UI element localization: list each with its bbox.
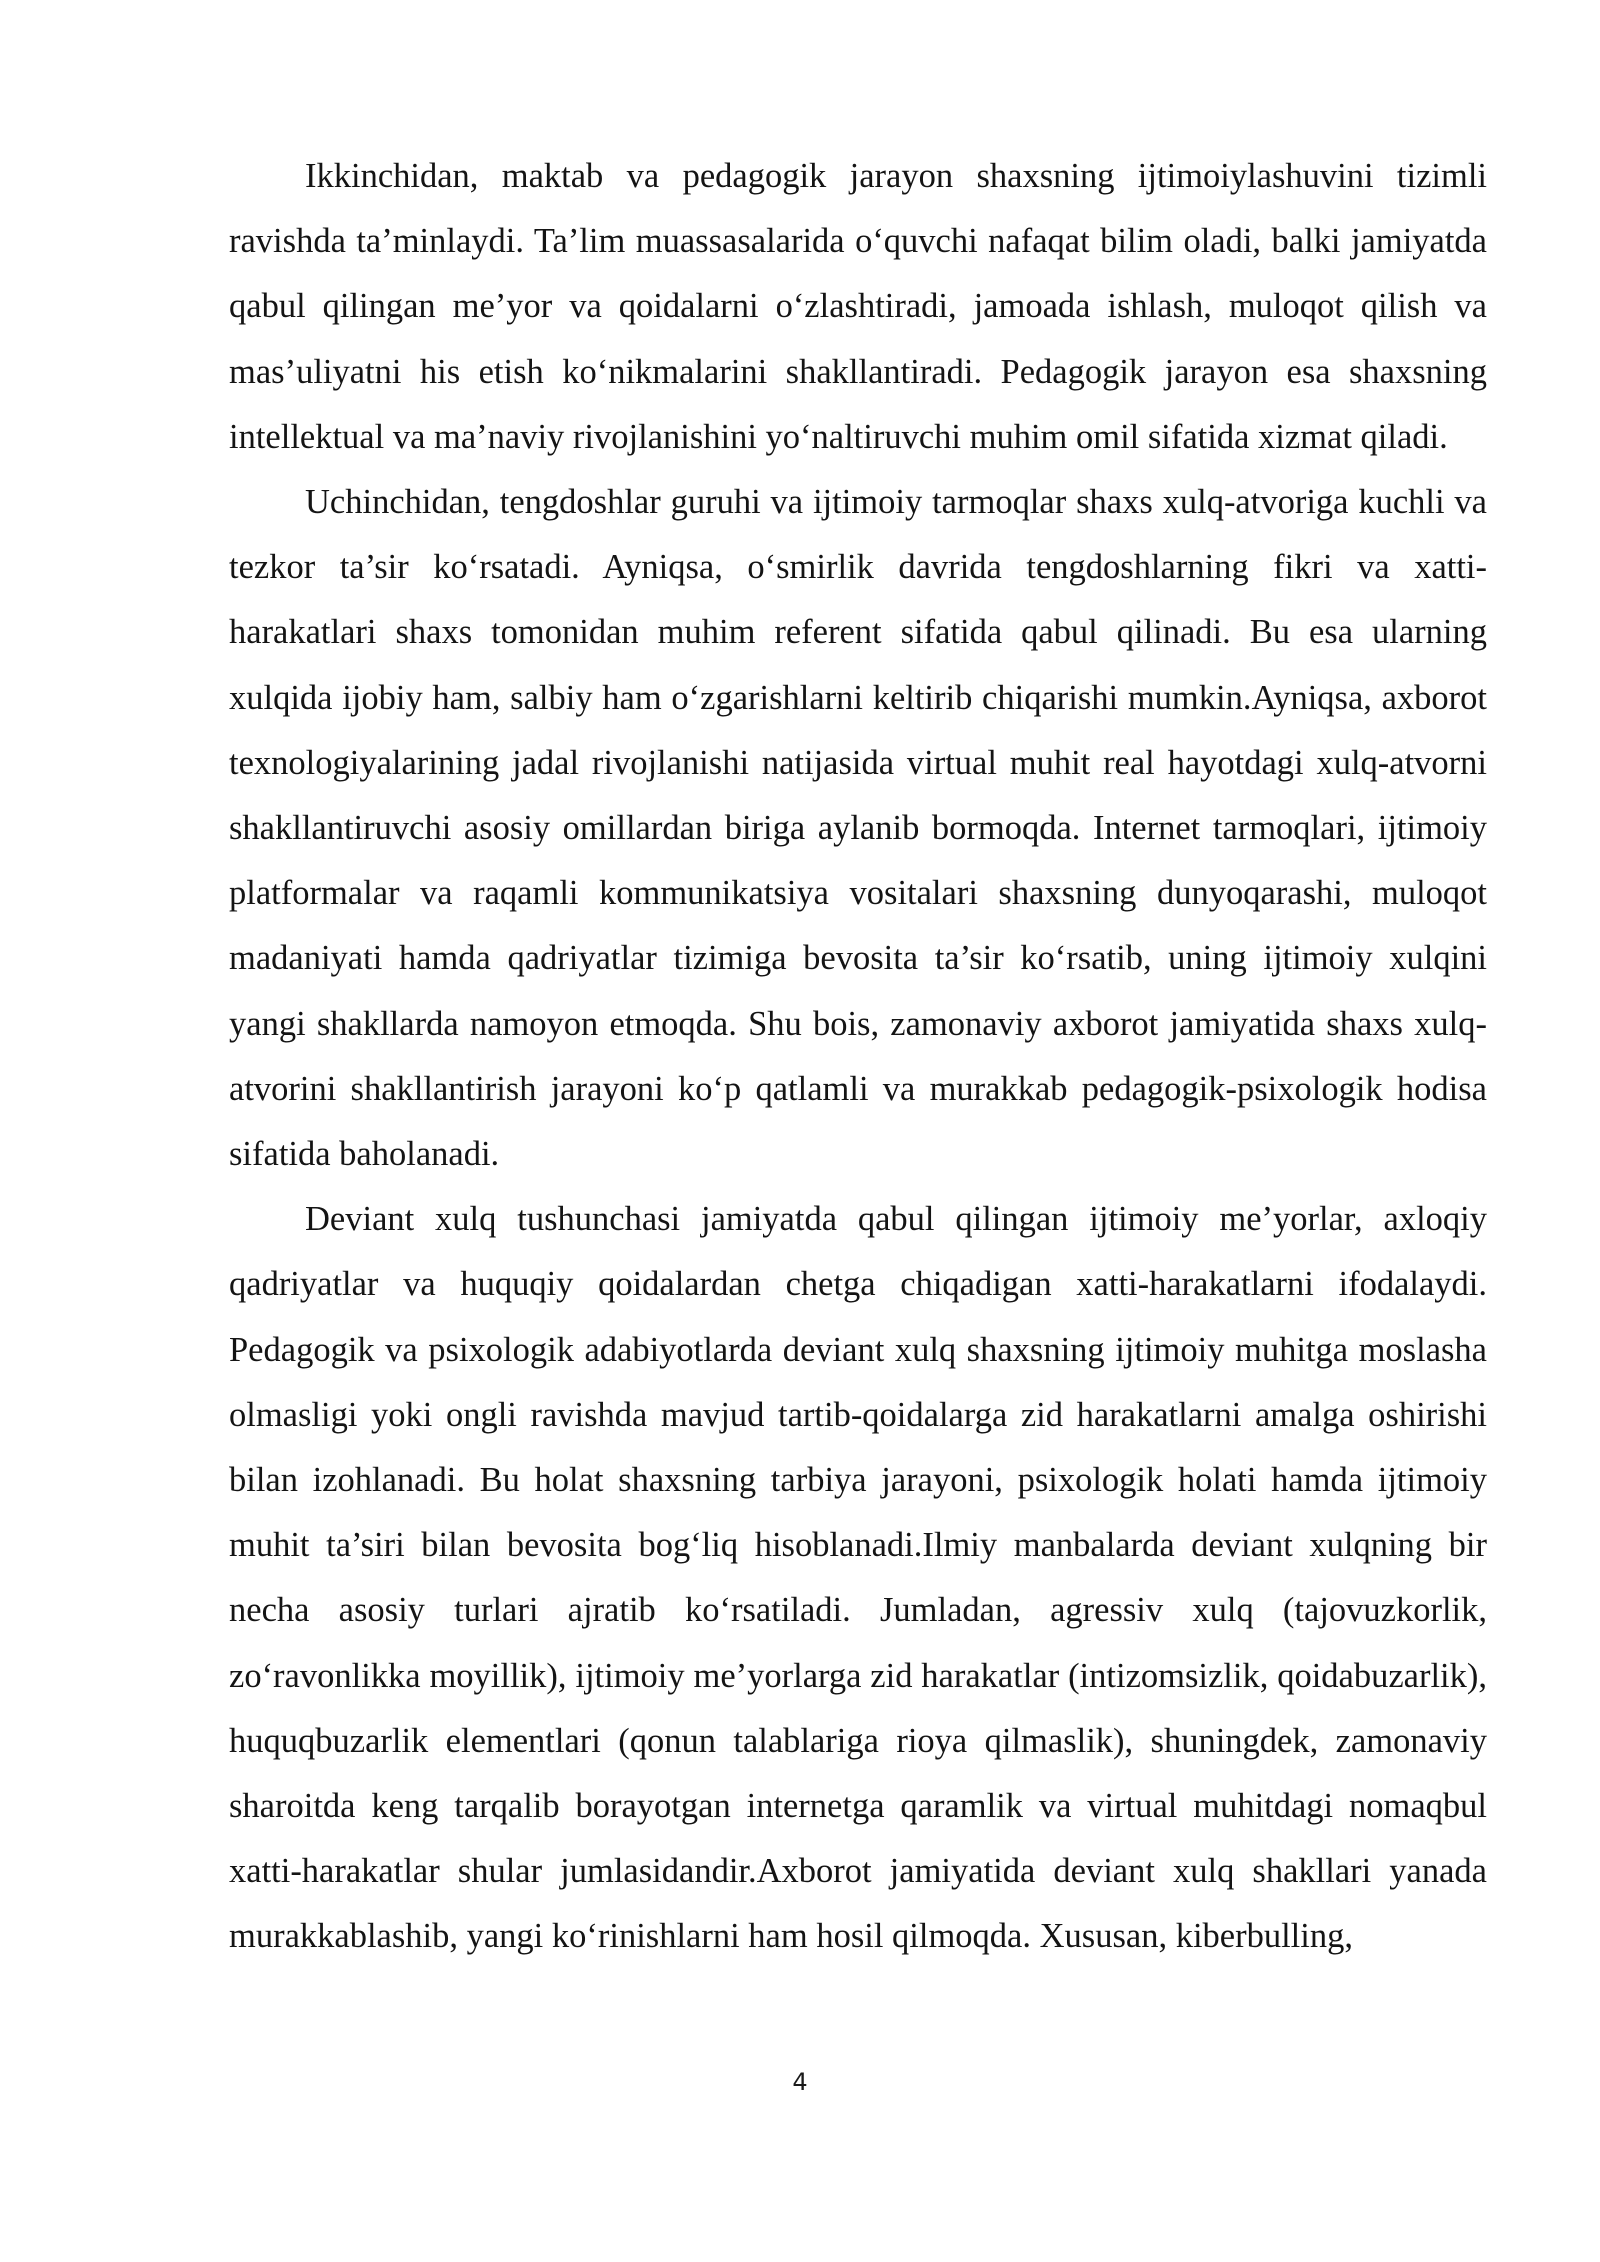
paragraph-1: Ikkinchidan, maktab va pedagogik jarayon shaxsning ijtimoiylashuvini tizimli ravishda ta’minlaydi. Ta’lim muassasalarida o‘quvchi nafaqat bilim oladi, balki jamiyatda qabul qilingan me’yor va qoidalarni o‘zlashtiradi, jamoada ishlash, muloqot qilish va mas’uliyatni his etish ko‘nikmalarini shakllantiradi. Pedagogik jarayon esa shaxsning intellektual va ma’naviy rivojlanishini yo‘naltiruvchi muhim omil sifatida xizmat qiladi.: [229, 157, 1487, 456]
paragraph-2: Uchinchidan, tengdoshlar guruhi va ijtimoiy tarmoqlar shaxs xulq-atvoriga kuchli va tezkor ta’sir ko‘rsatadi. Ayniqsa, o‘smirlik davrida tengdoshlarning fikri va xatti-harakatlari shaxs tomonidan muhim referent sifatida qabul qilinadi. Bu esa ularning xulqida ijobiy ham, salbiy ham o‘zgarishlarni keltirib chiqarishi mumkin.Ayniqsa, axborot texnologiyalarining jadal rivojlanishi natijasida virtual muhit real hayotdagi xulq-atvorni shakllantiruvchi asosiy omillardan biriga aylanib bormoqda. Internet tarmoqlari, ijtimoiy platformalar va raqamli kommunikatsiya vositalari shaxsning dunyoqarashi, muloqot madaniyati hamda qadriyatlar tizimiga bevosita ta’sir ko‘rsatib, uning ijtimoiy xulqini yangi shakllarda namoyon etmoqda. Shu bois, zamonaviy axborot jamiyatida shaxs xulq-atvorini shakllantirish jarayoni ko‘p qatlamli va murakkab pedagogik-psixologik hodisa sifatida baholanadi.: [229, 483, 1487, 1174]
paragraph-3: Deviant xulq tushunchasi jamiyatda qabul qilingan ijtimoiy me’yorlar, axloqiy qadriyatlar va huquqiy qoidalardan chetga chiqadigan xatti-harakatlarni ifodalaydi. Pedagogik va psixologik adabiyotlarda deviant xulq shaxsning ijtimoiy muhitga moslasha olmasligi yoki ongli ravishda mavjud tartib-qoidalarga zid harakatlarni amalga oshirishi bilan izohlanadi. Bu holat shaxsning tarbiya jarayoni, psixologik holati hamda ijtimoiy muhit ta’siri bilan bevosita bog‘liq hisoblanadi.Ilmiy manbalarda deviant xulqning bir necha asosiy turlari ajratib ko‘rsatiladi. Jumladan, agressiv xulq (tajovuzkorlik, zo‘ravonlikka moyillik), ijtimoiy me’yorlarga zid harakatlar (intizomsizlik, qoidabuzarlik), huquqbuzarlik elementlari (qonun talablariga rioya qilmaslik), shuningdek, zamonaviy sharoitda keng tarqalib borayotgan internetga qaramlik va virtual muhitdagi nomaqbul xatti-harakatlar shular jumlasidandir.Axborot jamiyatida deviant xulq shakllari yanada murakkablashib, yangi ko‘rinishlarni ham hosil qilmoqda. Xususan, kiberbulling,: [229, 1200, 1487, 1956]
page-number: 4: [792, 2068, 808, 2096]
body-text: [229, 144, 1487, 1970]
